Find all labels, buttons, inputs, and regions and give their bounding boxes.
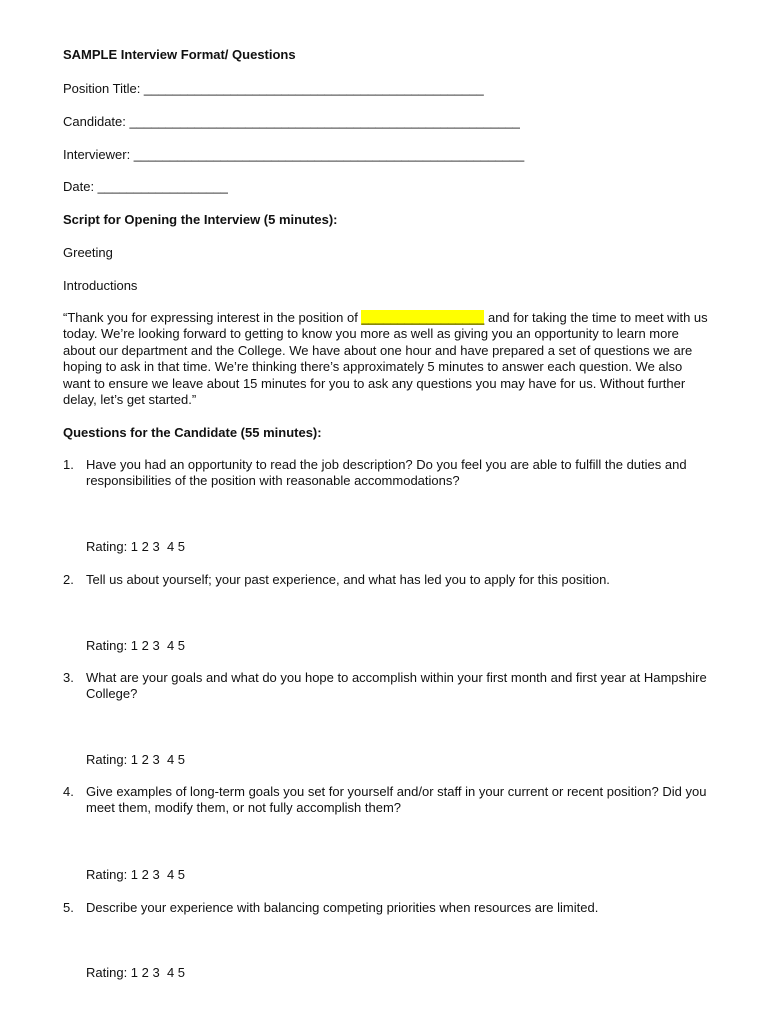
questions-heading: Questions for the Candidate (55 minutes):	[63, 425, 322, 440]
rating-scale: Rating: 1 2 3 4 5	[86, 638, 186, 653]
paragraph-end: and for taking the time to meet with us today. We’re looking forward to getting to know you more as well as giving you an opportunity to learn more about our department and the College. We have about one hour and have prepared a set of questions we are hoping to ask in that time. We’re thinking there’s approximately 5 minutes to answer each question. We also want to ensure we leave about 15 minutes for you to ask any questions you may have for us. Without further delay, let’s get started.”	[63, 310, 708, 408]
paragraph-start: “Thank you for expressing interest in the position of	[63, 310, 362, 325]
question-number: 4.	[63, 784, 74, 799]
question-text: Have you had an opportunity to read the job description? Do you feel you are able to fulfill the duties and responsibilities of the position with reasonable accommodations?	[86, 457, 687, 489]
question-text: Describe your experience with balancing competing priorities when resources are limited.	[86, 900, 599, 915]
opening-script-paragraph	[63, 310, 713, 408]
rating-scale: Rating: 1 2 3 4 5	[86, 752, 186, 767]
introductions-label: Introductions	[63, 278, 138, 293]
position-blank-highlight: _________________	[361, 310, 485, 325]
question-text: Give examples of long-term goals you set for yourself and/or staff in your current or recent position? Did you meet them, modify them, or not fully accomplish them?	[86, 784, 707, 816]
candidate-field: Candidate: ______________________________________________________	[63, 114, 520, 129]
question-text: What are your goals and what do you hope to accomplish within your first month and first year at Hampshire College?	[86, 670, 707, 702]
rating-scale: Rating: 1 2 3 4 5	[86, 867, 186, 882]
question-number: 3.	[63, 670, 74, 685]
rating-scale: Rating: 1 2 3 4 5	[86, 539, 186, 554]
question-text: Tell us about yourself; your past experience, and what has led you to apply for this position.	[86, 572, 610, 587]
script-heading: Script for Opening the Interview (5 minutes):	[63, 212, 338, 227]
rating-scale: Rating: 1 2 3 4 5	[86, 965, 186, 980]
question-number: 1.	[63, 457, 74, 472]
question-number: 2.	[63, 572, 74, 587]
interviewer-field: Interviewer: ______________________________________________________	[63, 147, 525, 162]
position-title-field: Position Title: _______________________________________________	[63, 81, 484, 96]
greeting-label: Greeting	[63, 245, 113, 260]
date-field: Date: __________________	[63, 179, 228, 194]
document-title: SAMPLE Interview Format/ Questions	[63, 47, 296, 62]
question-number: 5.	[63, 900, 74, 915]
